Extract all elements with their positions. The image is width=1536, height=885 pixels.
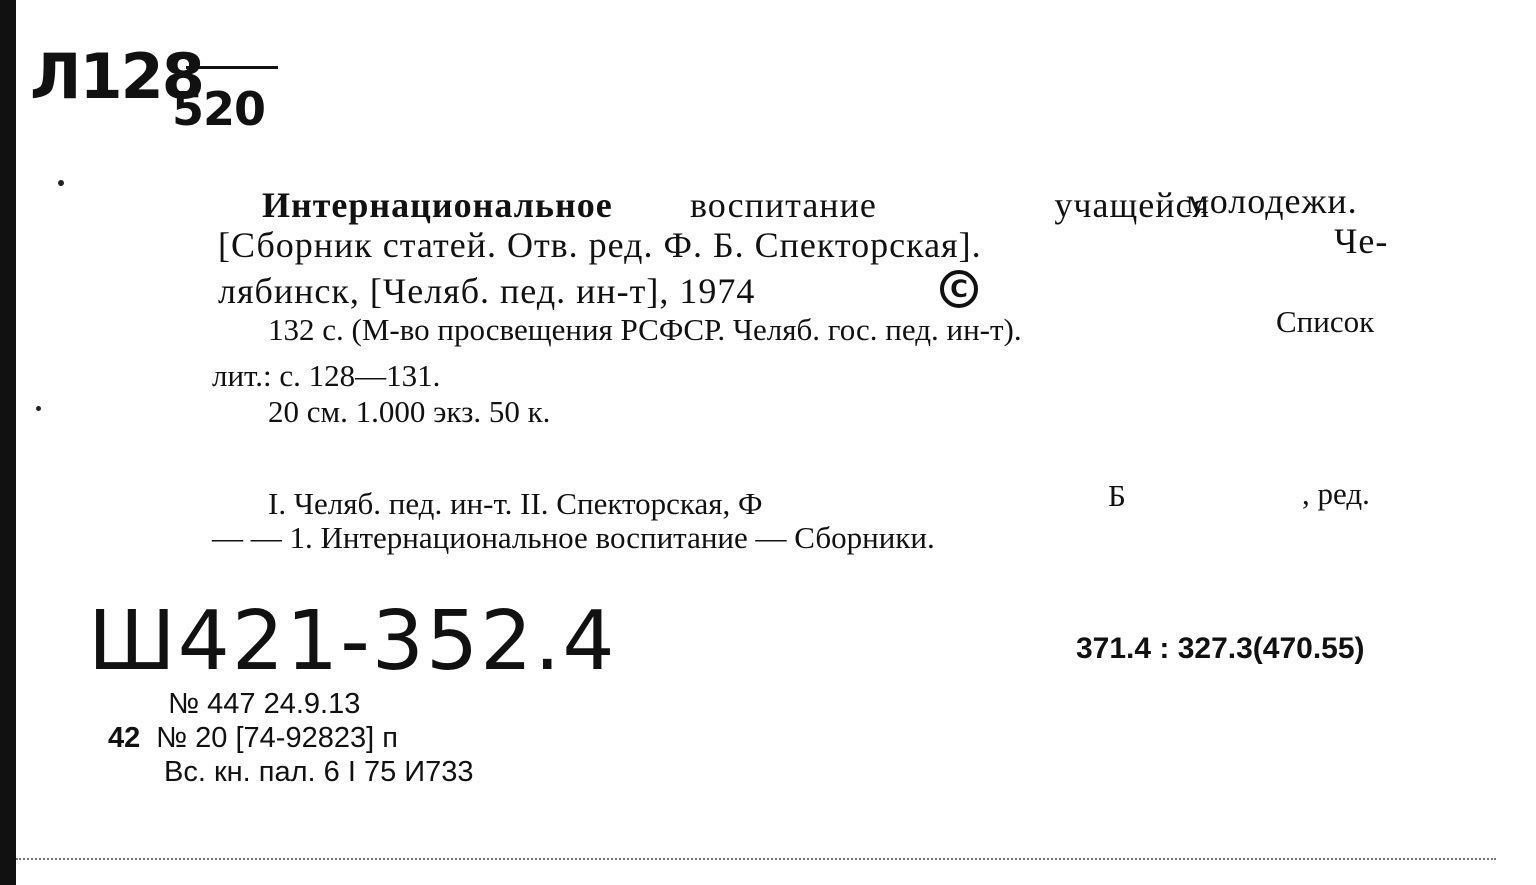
- shelf-mark-rule: [186, 66, 278, 69]
- entry-line-4: 132 с. (М-во просвещения РСФСР. Челяб. гос. пед. ин-т).: [268, 312, 1022, 347]
- entry-line-3: лябинск, [Челяб. пед. ин-т], 1974: [218, 271, 756, 311]
- tracing-line-2: — — 1. Интернациональное воспитание — Сборники.: [212, 520, 935, 555]
- shelf-mark-main: Л128: [30, 40, 203, 113]
- entry-line-4-end: Список: [1276, 304, 1375, 339]
- tracing-line-1c: , ред.: [1302, 476, 1370, 511]
- entry-title-rest: воспитание учащейся: [690, 185, 1210, 225]
- info-line-1: № 447 24.9.13: [168, 688, 361, 720]
- tracing-line-1b: Б: [1108, 478, 1126, 513]
- entry-line-6: 20 см. 1.000 экз. 50 к.: [268, 394, 551, 429]
- entry-line-5: лит.: с. 128—131.: [212, 358, 441, 393]
- entry-line-2-end: Че-: [1334, 221, 1389, 261]
- shelf-mark-sub: 520: [172, 82, 266, 136]
- card-bottom-rule: [16, 858, 1496, 860]
- ink-speck: [58, 180, 64, 186]
- entry-title-bold: Интернациональное: [262, 185, 613, 225]
- ink-speck: [36, 406, 41, 411]
- tracing-line-1a: I. Челяб. пед. ин-т. II. Спекторская, Ф: [268, 486, 763, 521]
- info-line-2-mark: 42: [108, 722, 141, 754]
- copyright-icon: C: [940, 270, 978, 308]
- entry-title-end: молодежи.: [1186, 181, 1358, 221]
- card-left-edge: [0, 0, 16, 885]
- classification-code: Ш421-352.4: [88, 594, 617, 689]
- udc-code: 371.4 : 327.3(470.55): [1076, 632, 1365, 665]
- entry-line-2: [Сборник статей. Отв. ред. Ф. Б. Спекторская].: [218, 225, 982, 265]
- info-line-3: Вс. кн. пал. 6 I 75 И733: [164, 756, 474, 788]
- info-line-2: № 20 [74-92823] п: [156, 722, 398, 754]
